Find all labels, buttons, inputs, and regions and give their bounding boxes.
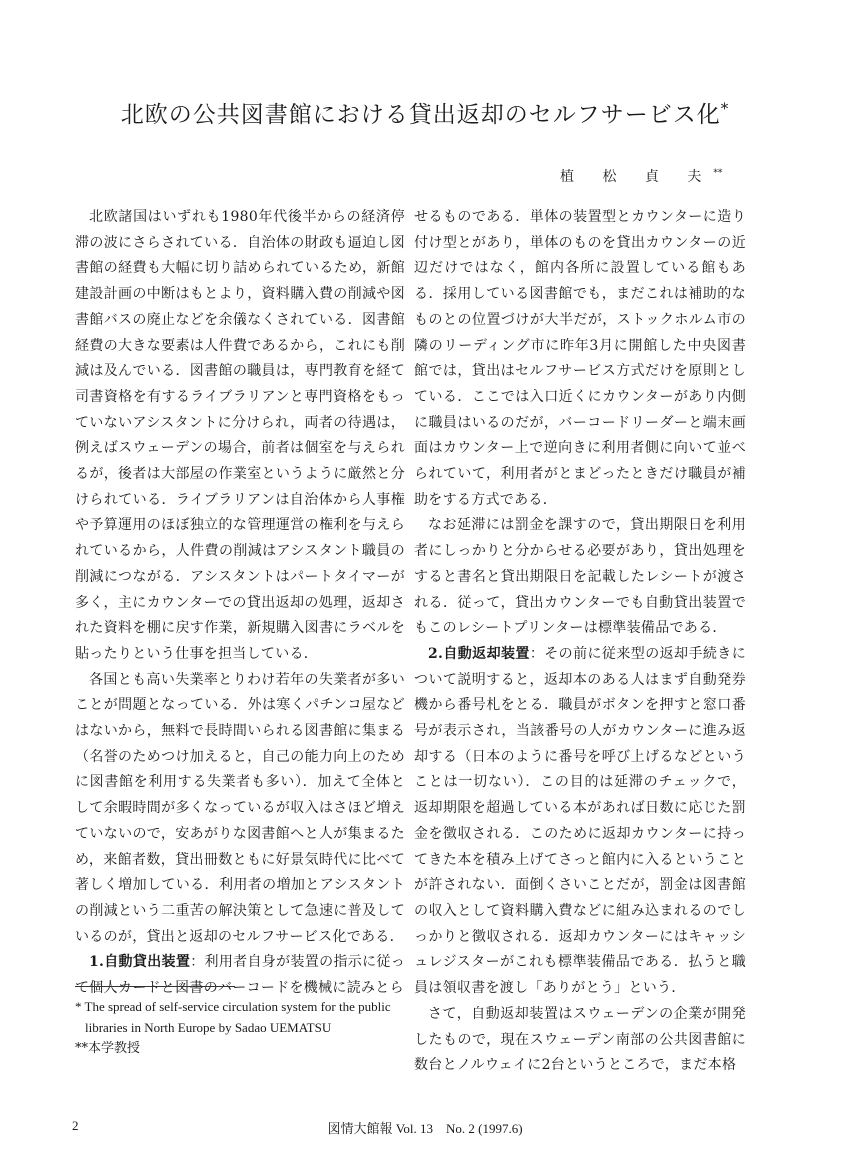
paragraph: 北欧諸国はいずれも1980年代後半からの経済停滞の波にさらされている．自治体の財政も逼迫し図書館の経費も大幅に切り詰められているため，新館建設計画の中断はもとより，資料購入費の削減や図書館バスの廃止などを余儀なくされている．図書館経費の大きな要素は人件費であるから，これにも削減は及んでいる．図書館の職員は，専門教育を経て司書資格を有するライブラリアンと専門資格をもっていないアシスタントに分けられ，両者の待遇は，例えばスウェーデンの場合，前者は個室を与えられるが，後者は大部屋の作業室というように厳然と分けられている．ライブラリアンは自治体から人事権や予算運用のほぼ独立的な管理運営の権利を与えられているから，人件費の削減はアシスタント職員の削減につながる．アシスタントはパートタイマーが多く，主にカウンターでの貸出返却の処理，返却された資料を棚に戻す作業，新規購入図書にラベルを貼ったりという仕事を担当している．: [75, 209, 405, 662]
paragraph: なお延滞には罰金を課すので，貸出期限日を利用者にしっかりと分からせる必要があり，貸出処理をすると書名と貸出期限日を記載したレシートが渡される．従って，貸出カウンターでも自動貸出装置でもこのレシートプリンターは標準装備品である．: [414, 517, 746, 637]
author-footnote-mark: **: [713, 168, 723, 179]
footnote-title-translation: * The spread of self-service circulation system for the public libraries in North Europe by Sadao UEMATSU: [75, 999, 391, 1035]
paragraph-text: ：その前に従来型の返却手続きについて説明すると，返却本のある人はまず自動発券機から番号札をとる．職員がボタンを押すと窓口番号が表示され，当該番号の人がカウンターに進み返却する（日本のように番号を呼び上げるなどということは一切ない）．この目的は延滞のチェックで，返却期限を超過している本があれば日数に応じた罰金を徴収される．このために返却カウンターに持ってきた本を積み上げてさっと館内に入るということが許されない．面倒くさいことだが，罰金は図書館の収入として資料購入費などに組み込まれるのでしっかりと徴収される．返却カウンターにはキャッシュレジスターがこれも標準装備品である．払うと職員は領収書を渡し「ありがとう」という．: [414, 645, 746, 997]
paragraph: さて，自動返却装置はスウェーデンの企業が開発したもので，現在スウェーデン南部の公共図書館に数台とノルウェイに2台というところで，まだ本格: [414, 1005, 746, 1074]
paragraph-text: ：利用者自身が装置の指示に従って個人カードと図書のバーコードを機械に読みとら: [75, 954, 406, 997]
footnote-author-affiliation: **本学教授: [75, 1041, 141, 1056]
footnotes: [75, 996, 405, 1059]
title-footnote-mark: *: [720, 99, 730, 118]
left-column: [75, 205, 405, 1002]
section-lead: 2.自動返却装置: [428, 645, 530, 662]
paragraph: 各国とも高い失業率とりわけ若年の失業者が多いことが問題となっている．外は寒くパチンコ屋などはないから，無料で長時間いられる図書館に集まる（名誉のためつけ加えると，自己の能力向上のために図書館を利用する失業者も多い）．加えて全体として余暇時間が多くなっているが収入はさほど増えていないので，安あがりな図書館へと人が集まるため，来館者数，貸出冊数ともに好景気時代に比べて著しく増加している．利用者の増加とアシスタントの削減という二重苦の解決策として急速に普及しているのが，貸出と返却のセルフサービス化である．: [75, 671, 405, 945]
paragraph: [414, 642, 746, 1002]
author-line: [560, 166, 740, 186]
paragraph: せるものである．単体の装置型とカウンターに造り付け型とがあり，単体のものを貸出カウンターの近辺だけではなく，館内各所に設置している館もある．採用している図書館でも，まだこれは補助的なものとの位置づけが大半だが，ストックホルム市の隣のリーディング市に昨年3月に開館した中央図書館では，貸出はセルフサービス方式だけを原則としている．ここでは入口近くにカウンターがあり内側に職員はいるのだが，バーコードリーダーと端末画面はカウンター上で逆向きに利用者側に向いて並べられていて，利用者がとまどったときだけ職員が補助をする方式である．: [414, 209, 746, 508]
article-title: [0, 96, 850, 129]
page-number: 2: [72, 1118, 79, 1133]
author-name: 植 松 貞 夫: [560, 169, 714, 185]
paragraph: [75, 950, 405, 1001]
article-title-text: 北欧の公共図書館における貸出返却のセルフサービス化: [120, 102, 721, 128]
right-column: [414, 205, 746, 1079]
footnote-divider: [75, 986, 235, 987]
journal-footer: 図情大館報 Vol. 13 No. 2 (1997.6): [327, 1121, 523, 1136]
section-lead: 1.自動貸出装置: [89, 954, 191, 971]
